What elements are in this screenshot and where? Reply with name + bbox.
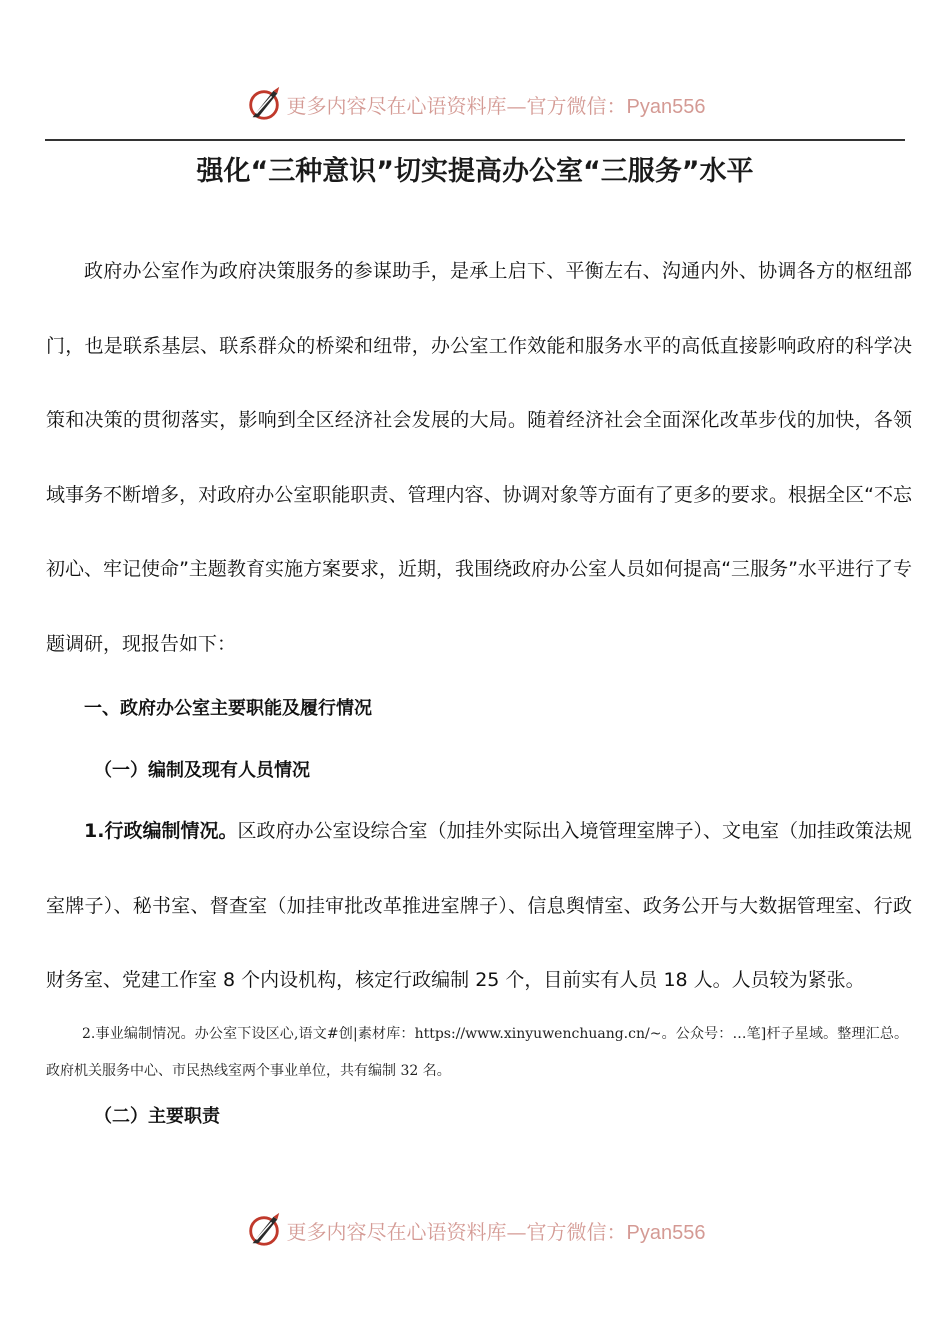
item-1-paragraph [46, 794, 912, 1018]
header-banner-text: 更多内容尽在心语资料库—官方微信： [286, 93, 627, 118]
item-2-paragraph: 2.事业编制情况。办公室下设区心,语文#创|素材库：https://www.xinyuwenchuang.cn/~。公众号：…笔]杆子星域。整理汇总。政府机关服务中心、市民热线室两个事业单位，共有编制 32 名。 [46, 1026, 908, 1079]
footer-wechat-id: Pyan556 [626, 1221, 706, 1244]
item-1-lead: 1.行政编制情况。 [84, 820, 238, 842]
footer-banner [0, 1208, 950, 1252]
intro-paragraph: 政府办公室作为政府决策服务的参谋助手，是承上启下、平衡左右、沟通内外、协调各方的枢纽部门，也是联系基层、联系群众的桥梁和纽带，办公室工作效能和服务水平的高低直接影响政府的科学决策和决策的贯彻落实，影响到全区经济社会发展的大局。随着经济社会全面深化改革步伐的加快，各领域事务不断增多，对政府办公室职能职责、管理内容、协调对象等方面有了更多的要求。根据全区“不忘初心、牢记使命”主题教育实施方案要求，近期，我围绕政府办公室人员如何提高“三服务”水平进行了专题调研，现报告如下： [46, 260, 912, 655]
quill-logo-icon [245, 1211, 283, 1249]
footer-banner-text: 更多内容尽在心语资料库—官方微信： [286, 1219, 627, 1244]
section-heading: 一、政府办公室主要职能及履行情况 [84, 698, 372, 719]
subsection-heading-2: （二）主要职责 [94, 1106, 220, 1127]
document-title: 强化“三种意识”切实提高办公室“三服务”水平 [196, 156, 754, 187]
quill-logo-icon [245, 85, 283, 123]
item-1-body: 区政府办公室设综合室（加挂外实际出入境管理室牌子）、文电室（加挂政策法规室牌子）、秘书室、督查室（加挂审批改革推进室牌子）、信息舆情室、政务公开与大数据管理室、行政财务室、党建工作室 8 个内设机构，核定行政编制 25 个，目前实有人员 18 人。人员较为紧张。 [46, 820, 912, 991]
header-divider [45, 139, 905, 141]
header-banner [0, 82, 950, 126]
subsection-heading: （一）编制及现有人员情况 [94, 760, 310, 781]
header-wechat-id: Pyan556 [626, 95, 706, 118]
